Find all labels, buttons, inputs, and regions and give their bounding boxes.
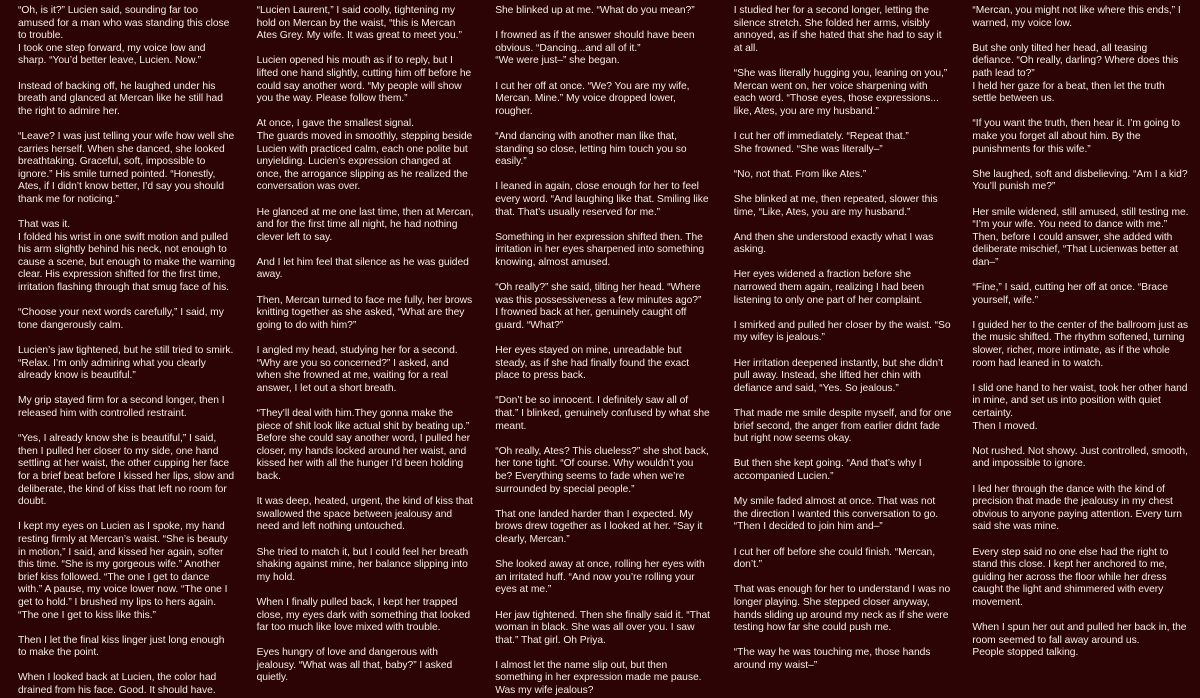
story-paragraph: “Yes, I already know she is beautiful,” I said, then I pulled her closer to my side, one hand settling at her waist, the other cupping her face for a brief beat before I kissed her lips, slow and deliberate, the kind of kiss that left no room for doubt. — [18, 433, 235, 508]
story-paragraph: She looked away at once, rolling her eyes with an irritated huff. “And now you’re rolling your eyes at me.” — [495, 559, 705, 596]
story-paragraph: “Oh, is it?” Lucien said, sounding far too amused for a man who was standing this close to trouble. I took one step forward, my voice low and sharp. “You’d better leave, Lucien. Now.” — [18, 5, 230, 67]
story-paragraph: At once, I gave the smallest signal. The guards moved in smoothly, stepping beside Lucien with practiced calm, each one polite but unyielding. Lucien’s expression changed at once, the arrogance slipping as he realized the conversation was over. — [256, 118, 473, 193]
story-paragraph: Instead of backing off, he laughed under his breath and glanced at Mercan like he still had the right to admire her. — [18, 80, 223, 117]
story-paragraph: “They’ll deal with him.They gonna make the piece of shit look like actual shit by beating up.” Before she could say another word, I pulled her closer, my hands locked around her waist, and kissed her with all the hunger I’d been holding back. — [256, 408, 471, 482]
text-column-4 — [722, 5, 956, 673]
story-paragraph: I guided her to the center of the ballroom just as the music shifted. The rhythm softened, turning slower, richer, more intimate, as if the whole room had leaned in to watch. — [972, 319, 1188, 369]
story-paragraph: She laughed, soft and disbelieving. “Am I a kid? You’ll punish me?” — [972, 168, 1188, 193]
story-paragraph: Then, Mercan turned to face me fully, her brows knitting together as she asked, “What are they going to do with him?” — [256, 294, 473, 331]
story-paragraph: “If you want the truth, then hear it. I’m going to make you forget all about him. By the punishments for this wife.” — [972, 118, 1180, 155]
story-paragraph: But then she kept going. “And that’s why I accompanied Lucien.” — [733, 458, 922, 482]
story-paragraph: She blinked at me, then repeated, slower this time, “Like, Ates, you are my husband.” — [733, 193, 938, 218]
story-paragraph: Her eyes stayed on mine, unreadable but steady, as if she had finally found the exact place to press back. — [495, 345, 690, 382]
story-paragraph: I kept my eyes on Lucien as I spoke, my hand resting firmly at Mercan’s waist. “She is beauty in motion,” I said, and kissed her again, softer this time. “She is my gorgeous wife.” Another brief kiss followed. “The one I get to dance with.” A pause, my voice lower now. “The one I get to hold.” I brushed my lips to hers again. “The one I get to kiss like this.” — [18, 521, 228, 621]
story-paragraph: It was deep, heated, urgent, the kind of kiss that swallowed the space between jealousy and need and left nothing untouched. — [256, 496, 473, 533]
story-paragraph: “Choose your next words carefully,” I said, my tone dangerously calm. — [18, 307, 224, 331]
story-paragraph: My grip stayed firm for a second longer, then I released him with controlled restraint. — [18, 395, 225, 419]
story-paragraph: Something in her expression shifted then. The irritation in her eyes sharpened into something knowing, almost amused. — [495, 231, 705, 268]
story-paragraph: “The way he was touching me, those hands around my waist–” — [733, 647, 931, 671]
story-paragraph: Her eyes widened a fraction before she narrowed them again, realizing I had been listening to only one part of her complaint. — [733, 269, 925, 306]
story-paragraph: Then I let the final kiss linger just long enough to make the point. — [18, 634, 225, 659]
story-paragraph: “Don’t be so innocent. I definitely saw all of that.” I blinked, genuinely confused by what she meant. — [495, 395, 710, 432]
story-paragraph: “Leave? I was just telling your wife how well she carries herself. When she danced, she looked breathtaking. Graceful, soft, impossible to ignore.” His smile turned pointed. “Honestly, Ates, if I didn’t know better, I’d say you should thank me for noticing.” — [18, 130, 235, 205]
story-paragraph: I smirked and pulled her closer by the waist. “So my wifey is jealous.” — [733, 319, 951, 344]
text-column-1 — [6, 5, 240, 697]
story-paragraph: I cut her off before she could finish. “Mercan, don’t.” — [733, 546, 936, 571]
text-column-2 — [245, 5, 479, 684]
story-paragraph: I angled my head, studying her for a second. “Why are you so concerned?” I asked, and when she frowned at me, waiting for a real answer, I let out a short breath. — [256, 345, 458, 394]
story-paragraph: Lucien’s jaw tightened, but he still tried to smirk. “Relax. I’m only admiring what you clearly already know is beautiful.” — [18, 345, 234, 382]
story-paragraph: When I finally pulled back, I kept her trapped close, my eyes dark with something that looked far too much like love mixed with trouble. — [256, 596, 471, 634]
story-paragraph: Every step said no one else had the right to stand this close. I kept her anchored to me, guiding her across the floor while her dress caught the light and shimmered with every movement. — [972, 546, 1169, 608]
story-paragraph: Her jaw tightened. Then she finally said it. “That woman in black. She was all over you. I saw that.” That girl. Oh Priya. — [495, 609, 710, 646]
story-paragraph: That was enough for her to understand I was no longer playing. She stepped closer anyway, hands sliding up around my neck as if she were testing how far she could push me. — [733, 584, 951, 634]
story-paragraph: “Oh really?” she said, tilting her head. “Where was this possessiveness a few minutes ago?” I frowned back at her, genuinely caught off guard. “What?” — [495, 282, 702, 331]
story-paragraph: My smile faded almost at once. That was not the direction I wanted this conversation to go. “Then I decided to join him and–” — [733, 496, 939, 533]
story-paragraph: That made me smile despite myself, and for one brief second, the anger from earlier didnt fade but right now seems okay. — [733, 408, 952, 445]
text-column-3 — [483, 5, 717, 697]
story-paragraph: “No, not that. From like Ates.” — [733, 168, 867, 180]
story-paragraph: I led her through the dance with the kind of precision that made the jealousy in my chest obvious to anyone paying attention. Every turn said she was mine. — [972, 483, 1182, 533]
story-paragraph: “Fine,” I said, cutting her off at once. “Brace yourself, wife.” — [972, 282, 1168, 306]
text-column-5 — [960, 5, 1194, 673]
story-paragraph: Not rushed. Not showy. Just controlled, smooth, and impossible to ignore. — [972, 445, 1188, 470]
story-paragraph: Her smile widened, still amused, still testing me. “I’m your wife. You need to dance with me.” Then, before I could answer, she added with deliberate mischief, “That Lucienwas better at dan–” — [972, 206, 1189, 268]
story-paragraph: “Lucien Laurent,” I said coolly, tightening my hold on Mercan by the waist, “this is Mercan Ates Grey. My wife. It was great to meet you.” — [256, 5, 462, 42]
story-paragraph: I cut her off immediately. “Repeat that.” She frowned. “She was literally–” — [733, 130, 909, 155]
story-paragraph: She blinked up at me. “What do you mean?” — [495, 5, 695, 16]
story-paragraph: I studied her for a second longer, letting the silence stretch. She folded her arms, visibly annoyed, as if she hated that she had to say it at all. — [733, 5, 942, 54]
story-paragraph: Eyes hungry of love and dangerous with jealousy. “What was all that, baby?” I asked quietly. — [256, 647, 453, 684]
story-paragraph: “Mercan, you might not like where this ends,” I warned, my voice low. — [972, 5, 1181, 29]
story-paragraph: “She was literally hugging you, leaning on you,” Mercan went on, her voice sharpening with each word. “Those eyes, those expressions... like, Ates, you are my husband.” — [733, 67, 948, 117]
story-paragraph: I cut her off at once. “We? You are my wife, Mercan. Mine.” My voice dropped lower, rougher. — [495, 80, 690, 117]
story-paragraph: He glanced at me one last time, then at Mercan, and for the first time all night, he had nothing clever left to say. — [256, 206, 474, 243]
story-paragraph: That one landed harder than I expected. My brows drew together as I looked at her. “Say it clearly, Mercan.” — [495, 508, 703, 545]
story-paragraph: When I looked back at Lucien, the color had drained from his face. Good. It should have. — [18, 672, 217, 697]
story-paragraph: I frowned as if the answer should have been obvious. “Dancing...and all of it.” “We were just–” she began. — [495, 30, 695, 67]
story-paragraph: I leaned in again, close enough for her to feel every word. “And laughing like that. Smiling like that. That’s usually reserved for me.” — [495, 181, 709, 218]
story-paragraph: She tried to match it, but I could feel her breath shaking against mine, her balance slipping into my hold. — [256, 546, 469, 583]
story-paragraph: That was it. I folded his wrist in one swift motion and pulled his arm slightly behind his neck, not enough to cause a scene, but enough to make the warning clear. His expression shifted for the first time, irritation flashing through that smug face of his. — [18, 219, 235, 294]
story-paragraph: “And dancing with another man like that, standing so close, letting him touch you so easily.” — [495, 130, 687, 168]
story-paragraph: And I let him feel that silence as he was guided away. — [256, 256, 469, 281]
story-paragraph: I almost let the name slip out, but then something in her expression made me pause. Was my wife jealous? — [495, 659, 702, 697]
story-paragraph: Lucien opened his mouth as if to reply, but I lifted one hand slightly, cutting him off before he could say another word. “My people will show you the way. Please follow them.” — [256, 55, 472, 105]
story-paragraph: But she only tilted her head, all teasing defiance. “Oh really, darling? Where does this path lead to?” I held her gaze for a beat, then let the truth settle between us. — [972, 42, 1179, 105]
story-paragraph: I slid one hand to her waist, took her other hand in mine, and set us into position with quiet certainty. Then I moved. — [972, 382, 1188, 432]
story-paragraph: And then she understood exactly what I was asking. — [733, 231, 934, 256]
story-paragraph: Her irritation deepened instantly, but she didn’t pull away. Instead, she lifted her chin with defiance and said, “Yes. So jealous.” — [733, 357, 943, 394]
story-paragraph: When I spun her out and pulled her back in, the room seemed to fall away around us. People stopped talking. — [972, 622, 1187, 659]
story-paragraph: “Oh really, Ates? This clueless?” she shot back, her tone tight. “Of course. Why wouldn’t you be? Everything seems to fade when we’re surrounded by special people.” — [495, 445, 709, 495]
